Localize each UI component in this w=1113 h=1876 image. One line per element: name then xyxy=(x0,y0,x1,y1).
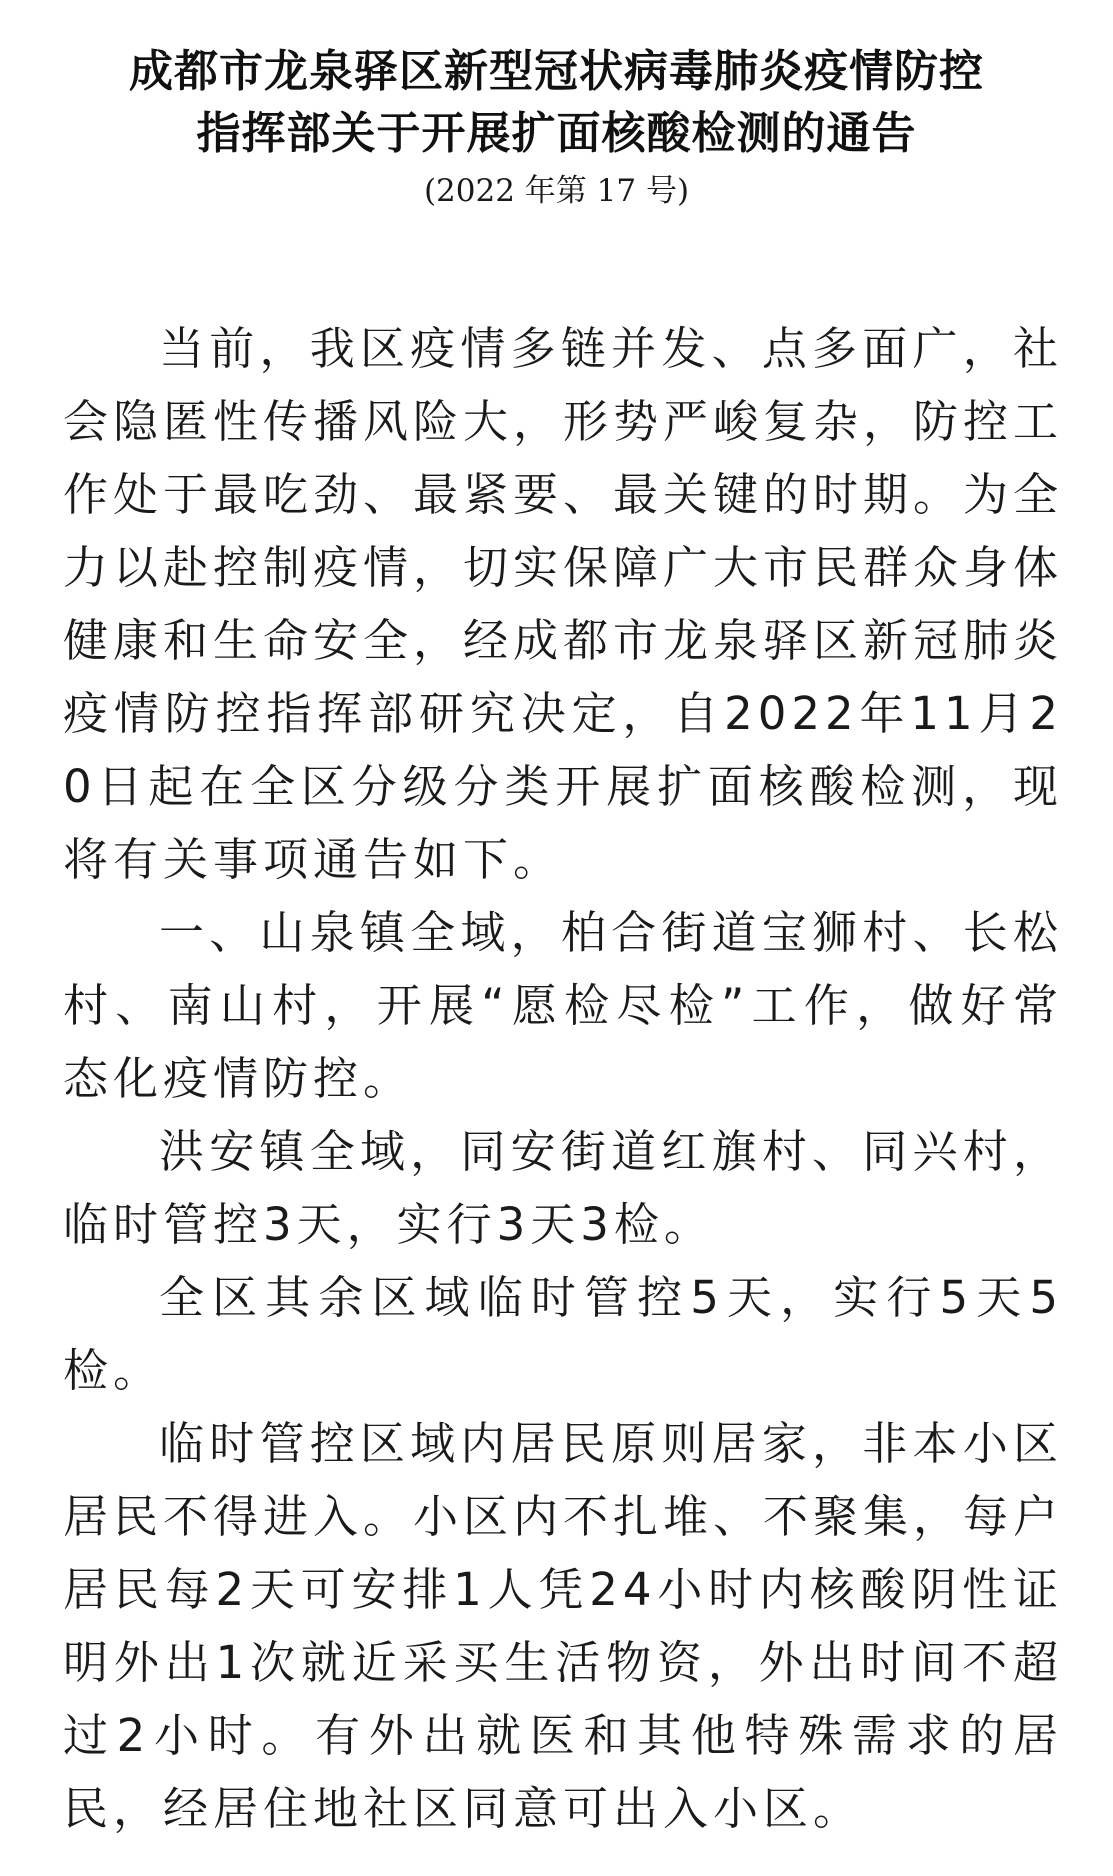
paragraph-intro: 当前，我区疫情多链并发、点多面广，社会隐匿性传播风险大，形势严峻复杂，防控工作处于最吃劲、最紧要、最关键的时期。为全力以赴控制疫情，切实保障广大市民群众身体健康和生命安全，经成都市龙泉驿区新冠肺炎疫情防控指挥部研究决定，自2022年11月20日起在全区分级分类开展扩面核酸检测，现将有关事项通告如下。 xyxy=(63,322,1064,886)
notice-title-line-1: 成都市龙泉驿区新型冠状病毒肺炎疫情防控 xyxy=(129,46,984,97)
paragraph-item-3: 全区其余区域临时管控5天，实行5天5检。 xyxy=(63,1271,1063,1397)
issue-number: (2022 年第 17 号) xyxy=(423,173,690,209)
paragraph-item-1: 一、山泉镇全域，柏合街道宝狮村、长松村、南山村，开展“愿检尽检”工作，做好常态化疫情防控。 xyxy=(63,906,1063,1105)
paragraph-item-2: 洪安镇全域，同安街道红旗村、同兴村，临时管控3天，实行3天3检。 xyxy=(63,1125,1063,1251)
notice-title-line-2: 指挥部关于开展扩面核酸检测的通告 xyxy=(196,108,917,159)
paragraph-item-4: 临时管控区域内居民原则居家，非本小区居民不得进入。小区内不扎堆、不聚集，每户居民每2天可安排1人凭24小时内核酸阴性证明外出1次就近采买生活物资，外出时间不超过2小时。有外出就医和其他特殊需求的居民，经居住地社区同意可出入小区。 xyxy=(63,1417,1064,1835)
notice-body xyxy=(63,312,1063,1845)
